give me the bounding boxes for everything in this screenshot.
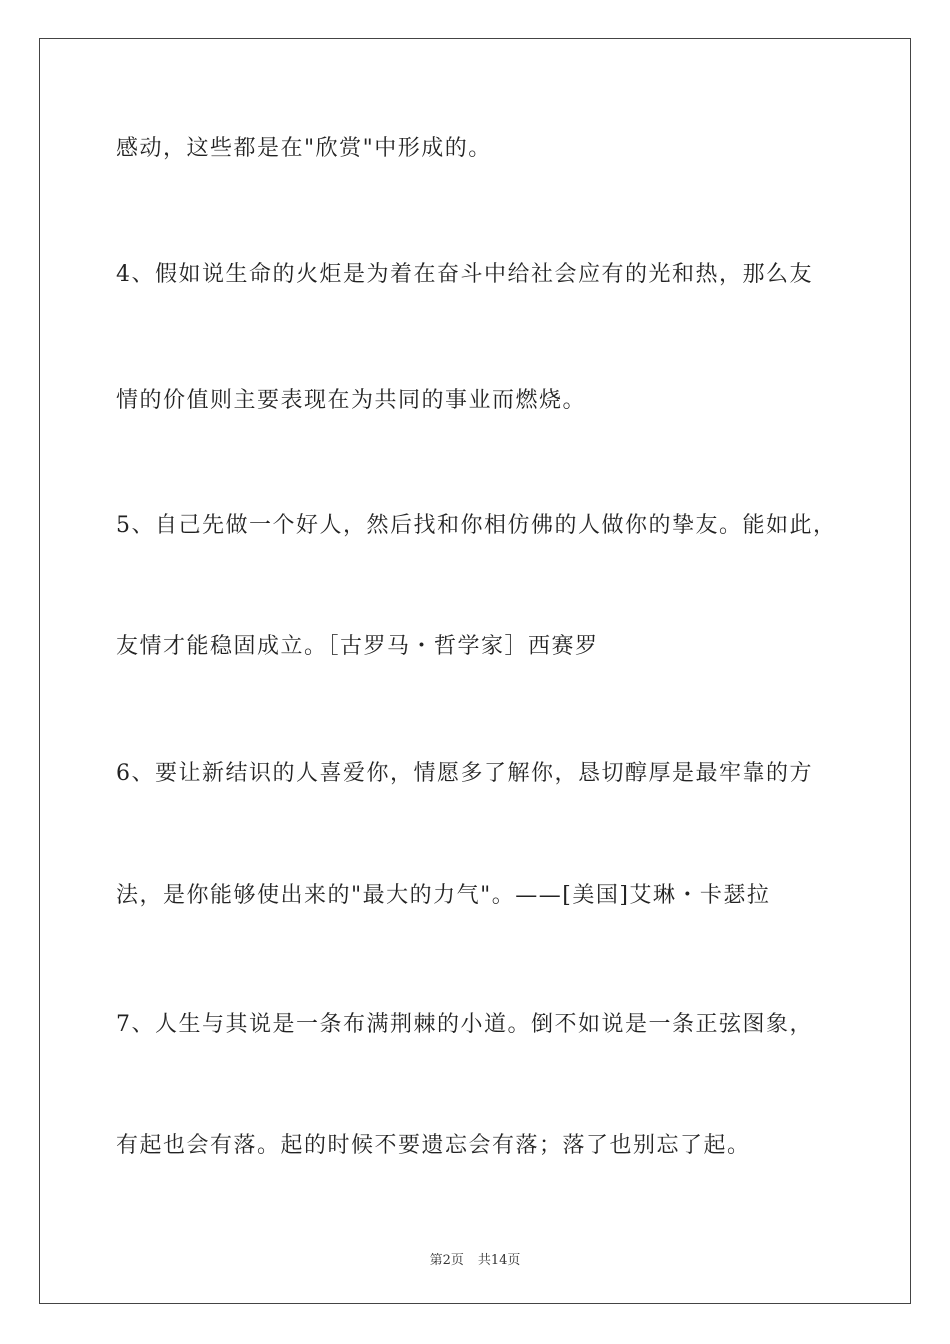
page-number: 第2页 <box>429 1253 464 1268</box>
text-line-4: 5、自己先做一个好人，然后找和你相仿佛的人做你的挚友。能如此， <box>116 513 837 538</box>
text-line-3: 情的价值则主要表现在为共同的事业而燃烧。 <box>116 388 587 413</box>
text-line-9: 有起也会有落。起的时候不要遗忘会有落；落了也别忘了起。 <box>116 1133 751 1158</box>
text-line-5: 友情才能稳固成立。［古罗马・哲学家］西赛罗 <box>116 634 599 659</box>
text-line-1: 感动，这些都是在"欣赏"中形成的。 <box>116 136 492 161</box>
page-total: 共14页 <box>477 1253 521 1268</box>
text-line-7: 法，是你能够使出来的"最大的力气"。——[美国]艾琳・卡瑟拉 <box>116 883 771 908</box>
page-border <box>39 38 911 1304</box>
text-line-2: 4、假如说生命的火炬是为着在奋斗中给社会应有的光和热，那么友 <box>116 262 813 287</box>
text-line-8: 7、人生与其说是一条布满荆棘的小道。倒不如说是一条正弦图象， <box>116 1012 813 1037</box>
text-line-6: 6、要让新结识的人喜爱你，情愿多了解你，恳切醇厚是最牢靠的方 <box>116 761 813 786</box>
page-footer <box>0 1249 950 1268</box>
